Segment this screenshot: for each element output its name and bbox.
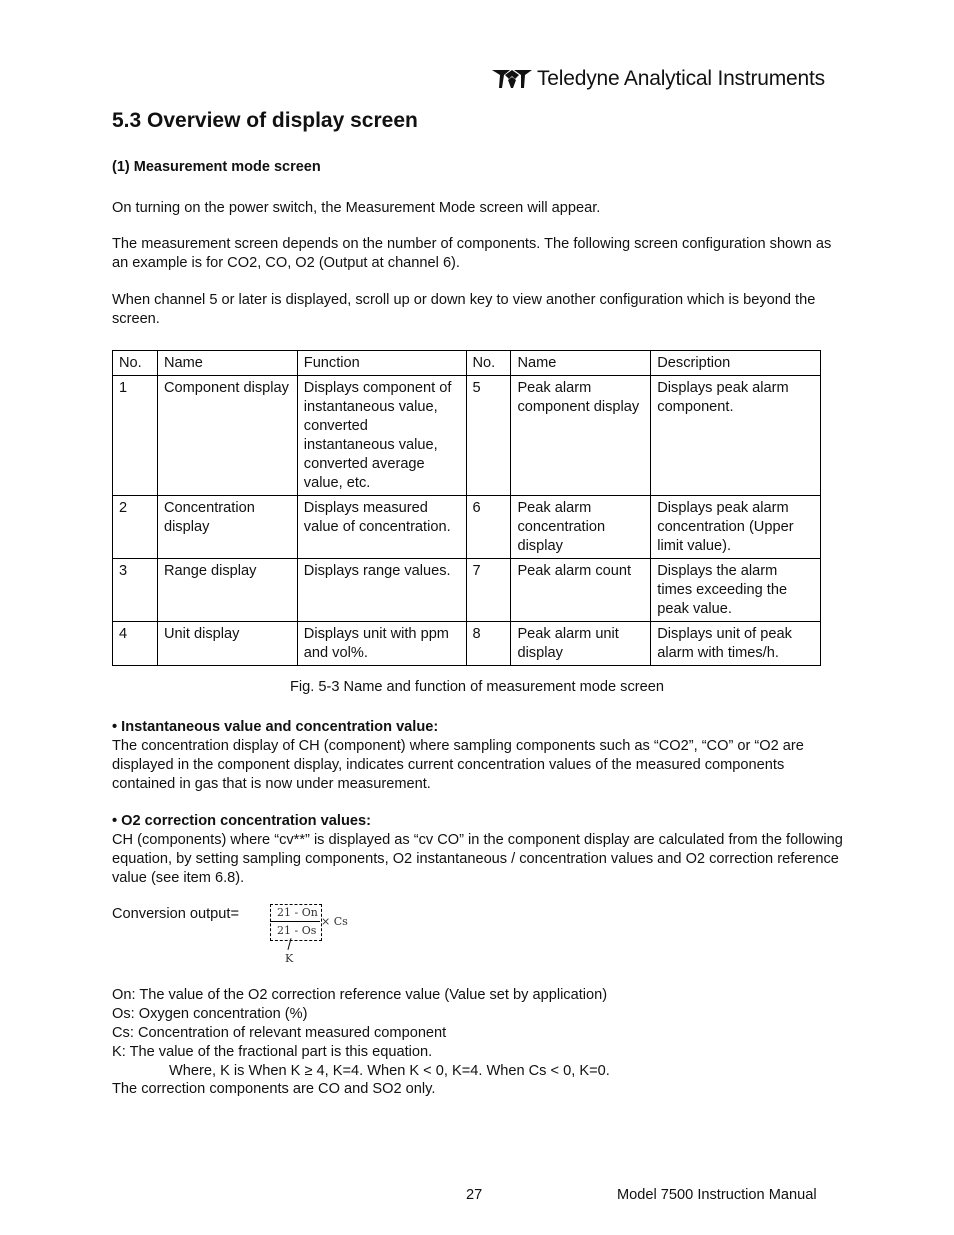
intro-paragraph-3: When channel 5 or later is displayed, scroll up or down key to view another configuration which is beyond the screen. [112,292,816,327]
page-number: 27 [466,1187,483,1203]
table-cell: 2 [113,496,158,559]
formula-multiplier: × Cs [321,915,348,928]
teledyne-logo-icon [491,66,533,92]
table-cell: Peak alarm unit display [511,622,651,666]
formula-denominator: 21 - Os [277,924,317,937]
header-cell: No. [466,351,511,376]
table-row [113,559,821,622]
table-row [113,496,821,559]
brand-name: Teledyne Analytical Instruments [537,67,825,90]
definition-on: On: The value of the O2 correction reference value (Value set by application) [112,987,608,1003]
table-cell: 6 [466,496,511,559]
fraction-bar [270,921,320,922]
instantaneous-body: The concentration display of CH (component) where sampling components such as “CO2”, “CO” or “O2 are displayed in the component display, indicates current concentration values of the measured components contained in gas that is now under measurement. [112,738,804,792]
header-cell: Description [651,351,821,376]
table-cell: Concentration display [157,496,297,559]
table-cell: Displays peak alarm concentration (Upper limit value). [651,496,821,559]
table-cell: Peak alarm count [511,559,651,622]
table-cell: Displays unit of peak alarm with times/h. [651,622,821,666]
intro-paragraph-2: The measurement screen depends on the number of components. The following screen configuration shown as an example is for CO2, CO, O2 (Output at channel 6). [112,236,832,271]
definition-where: Where, K is When K ≥ 4, K=4. When K < 0, K=4. When Cs < 0, K=0. [169,1063,610,1079]
section-subtitle: (1) Measurement mode screen [112,159,321,175]
brand-header [491,64,825,94]
table-cell: 1 [113,376,158,496]
definition-cs: Cs: Concentration of relevant measured component [112,1025,447,1041]
table-cell: Displays peak alarm component. [651,376,821,496]
table-cell: 5 [466,376,511,496]
correction-note: The correction components are CO and SO2 only. [112,1081,436,1097]
header-cell: No. [113,351,158,376]
table-cell: Range display [157,559,297,622]
section-title: 5.3 Overview of display screen [112,109,418,132]
table-cell: Component display [157,376,297,496]
conversion-label: Conversion output= [112,906,239,922]
table-cell: Displays unit with ppm and vol%. [297,622,466,666]
table-cell: Peak alarm component display [511,376,651,496]
header-cell: Name [511,351,651,376]
table-cell: 4 [113,622,158,666]
header-cell: Name [157,351,297,376]
table-row [113,622,821,666]
table-row [113,376,821,496]
header-cell: Function [297,351,466,376]
table-cell: Displays measured value of concentration. [297,496,466,559]
definition-os: Os: Oxygen concentration (%) [112,1006,308,1022]
function-table [112,350,821,666]
table-cell: Displays the alarm times exceeding the peak value. [651,559,821,622]
correction-heading: • O2 correction concentration values: [112,813,371,829]
intro-paragraph-1: On turning on the power switch, the Measurement Mode screen will appear. [112,200,601,216]
correction-body: CH (components) where “cv**” is displayed as “cv CO” in the component display are calculated from the following equation, by setting sampling components, O2 instantaneous / concentration values and O2 correction reference value (see item 6.8). [112,832,843,886]
manual-title: Model 7500 Instruction Manual [617,1187,817,1203]
table-cell: Displays component of instantaneous value, converted instantaneous value, converted average value, etc. [297,376,466,496]
formula-k: K [285,952,294,965]
table-cell: Peak alarm concentration display [511,496,651,559]
formula-numerator: 21 - On [277,906,318,919]
figure-caption: Fig. 5-3 Name and function of measurement mode screen [290,679,664,695]
table-header-row [113,351,821,376]
table-cell: Unit display [157,622,297,666]
table-cell: 8 [466,622,511,666]
table-cell: 3 [113,559,158,622]
table-cell: Displays range values. [297,559,466,622]
conversion-formula [268,902,358,972]
definition-k: K: The value of the fractional part is this equation. [112,1044,433,1060]
instantaneous-heading: • Instantaneous value and concentration value: [112,719,439,735]
table-cell: 7 [466,559,511,622]
